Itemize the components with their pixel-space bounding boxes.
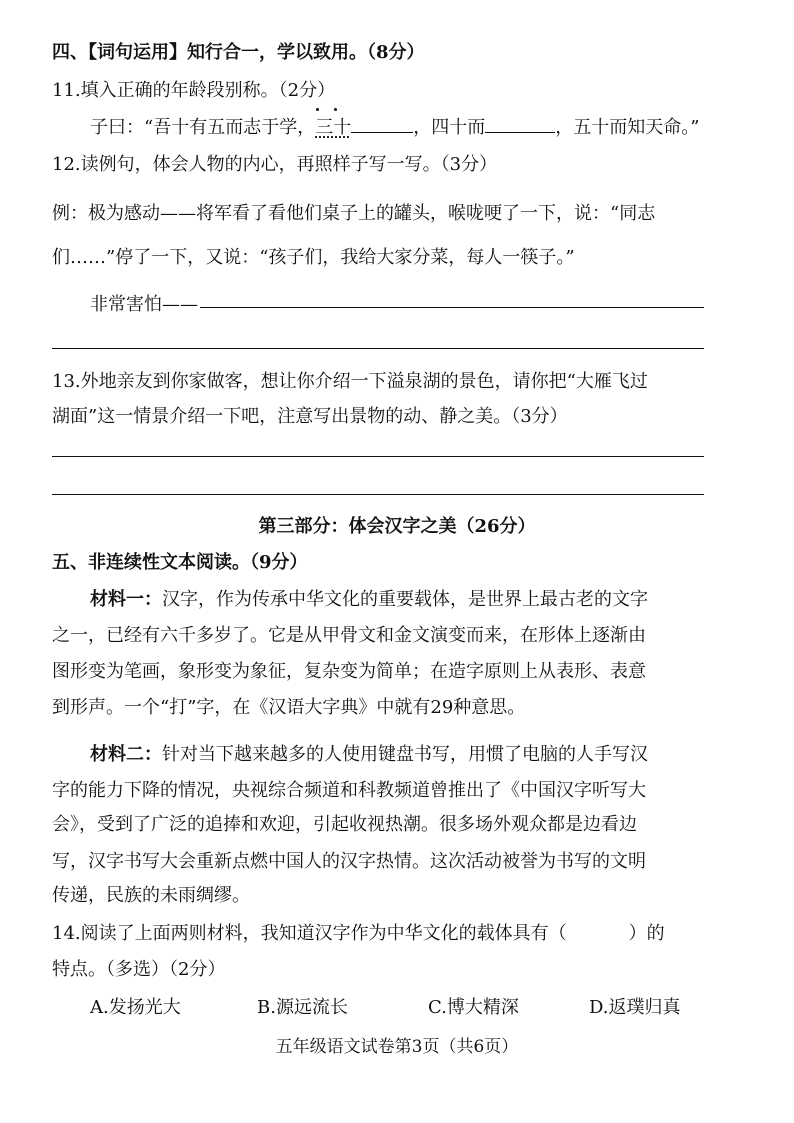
q13-line-2: 湖面”这一情景介绍一下吧，注意写出景物的动、静之美。（3分） [52, 406, 568, 427]
q14-option-d[interactable]: D.返璞归真 [589, 997, 681, 1018]
material-2-line-2: 字的能力下降的情况，央视综合频道和科教频道曾推出了《中国汉字听写大 [52, 780, 646, 801]
q12-example-line-2: 们……”停了一下，又说：“孩子们，我给大家分菜，每人一筷子。” [52, 247, 575, 268]
q14-option-a[interactable]: A.发扬光大 [90, 997, 181, 1018]
q13-answer-line-1[interactable] [52, 456, 704, 457]
q12-example-line-1: 例：极为感动——将军看了看他们桌子上的罐头，喉咙哽了一下，说：“同志 [52, 203, 656, 224]
q11-thirty: 三十 [315, 113, 351, 139]
q14-text-b: ）的 [628, 923, 665, 944]
q14-line-2: 特点。（多选）（2分） [52, 959, 226, 980]
q12-prompt: 非常害怕—— [90, 294, 198, 315]
section-4-heading: 四、【词句运用】知行合一，学以致用。（8分） [52, 42, 425, 63]
q13-line-1: 13.外地亲友到你家做客，想让你介绍一下溢泉湖的景色，请你把“大雁飞过 [52, 371, 648, 392]
q11-quote-end: ，五十而知天命。” [555, 117, 700, 138]
section-5-heading: 五、非连续性文本阅读。（9分） [52, 552, 308, 573]
q13-answer-line-2[interactable] [52, 494, 704, 495]
question-11-body [90, 113, 699, 139]
material-1-line-1 [90, 585, 648, 611]
q11-comma: ， [413, 117, 432, 138]
q12-answer-line-2[interactable] [52, 348, 704, 349]
q14-text-a: 14.阅读了上面两则材料，我知道汉字作为中华文化的载体具有（ [52, 923, 567, 944]
q11-blank-1[interactable] [351, 116, 413, 133]
material-2-line-4: 写，汉字书写大会重新点燃中国人的汉字热情。这次活动被誉为书写的文明 [52, 851, 646, 872]
q14-option-b[interactable]: B.源远流长 [257, 997, 348, 1018]
material-1-line-3: 图形变为笔画，象形变为象征，复杂变为简单；在造字原则上从表形、表意 [52, 661, 646, 682]
q12-answer-line-1[interactable] [200, 307, 704, 308]
part-3-title: 第三部分：体会汉字之美（26分） [258, 516, 536, 537]
material-1-label: 材料一： [90, 589, 162, 610]
q11-quote-start: 子曰：“吾十有五而志于学， [90, 117, 316, 138]
material-2-line-3: 会》，受到了广泛的追捧和欢迎，引起收视热潮。很多场外观众都是边看边 [52, 814, 637, 835]
q14-option-c[interactable]: C.博大精深 [428, 997, 519, 1018]
question-12-title: 12.读例句，体会人物的内心，再照样子写一写。（3分） [52, 154, 498, 175]
q11-forty: 四十而 [431, 117, 486, 138]
material-1-text-1: 汉字，作为传承中华文化的重要载体，是世界上最古老的文字 [162, 589, 648, 610]
material-1-line-2: 之一，已经有六千多岁了。它是从甲骨文和金文演变而来，在形体上逐渐由 [52, 625, 646, 646]
material-1-line-4: 到形声。一个“打”字，在《汉语大字典》中就有29种意思。 [52, 697, 526, 718]
material-2-text-1: 针对当下越来越多的人使用键盘书写，用惯了电脑的人手写汉 [162, 744, 648, 765]
q14-line-1 [52, 919, 665, 945]
q11-blank-2[interactable] [485, 116, 555, 133]
material-2-line-5: 传递，民族的未雨绸缪。 [52, 885, 250, 906]
page-footer: 五年级语文试卷第3页（共6页） [275, 1037, 519, 1057]
material-2-line-1 [90, 740, 648, 766]
material-2-label: 材料二： [90, 744, 162, 765]
question-11-title: 11.填入正确的年龄段别称。（2分） [52, 80, 336, 101]
